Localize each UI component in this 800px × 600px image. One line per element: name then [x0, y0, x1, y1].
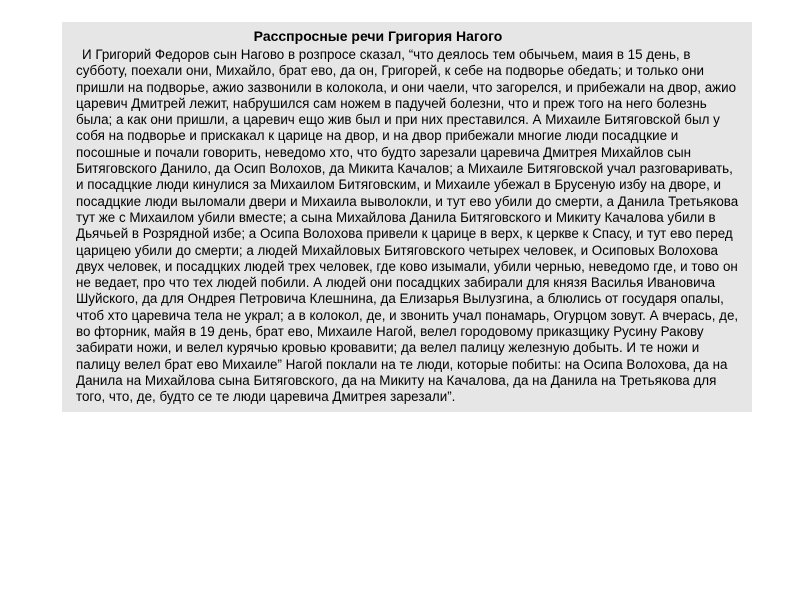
document-body: И Григорий Федоров сын Нагово в розпросе сказал, “что деялось тем обычьем, маия в 15 день, в субботу, поехали они, Михайло, брат ево, да он, Григорей, к себе на подворье обедать; и только они пришли на подворье, ажио зазвонили в колокола, и они чаели, что загорелся, и прибежали на двор, ажио царевич Дмитрей лежит, набрушился сам ножем в падучей болезни, что и преж того на него болезнь была; а как они пришли, а царевич ещо жив был и при них преставился. А Михаиле Битяговской был у собя на подворье и прискакал к царице на двор, и на двор прибежали многие люди посадцкие и посошные и почали говорить, неведомо хто, что будто зарезали царевича Дмитрея Михайлов сын Битяговского Данило, да Осип Волохов, да Микита Качалов; а Михаиле Битяговской учал разговаривать, и посадцкие люди кинулися за Михаилом Битяговским, и Михаиле убежал в Брусеную избу на дворе, и посадцкие люди выломали двери и Михаила выволокли, и тут ево убили до смерти, а Данила Третьякова тут же с Михаилом убили вместе; а сына Михайлова Данила Битяговского и Микиту Качалова убили в Дьячьей в Розрядной избе; а Осипа Волохова привели к царице в верх, к церкве к Спасу, и тут ево перед царицею убили до смерти; а людей Михайловых Битяговского четырех человек, и Осиповых Волохова двух человек, и посадцких людей трех человек, где ково изымали, убили чернью, неведомо где, и тово он не ведает, про что тех людей побили. А людей они посадцких забирали для князя Василья Ивановича Шуйского, да для Ондрея Петровича Клешнина, да Елизарья Вылузгина, а блюлись от государя опалы, чтоб хто царевича тела не украл; а в колокол, де, и звонить учал понамарь, Огурцом зовут. А вчерась, де, во фторник, майя в 19 день, брат ево, Михаиле Нагой, велел городовому приказщику Русину Ракову забирати ножи, и велел курячью кровью кровавити; да велел палицу железную добыть. И те ножи и палицу велел брат ево Михаиле” Нагой поклали на те люди, которые побиты: на Осипа Волохова, да на Данила на Михайлова сына Битяговского, да на Микиту на Качалова, да на Данила на Третьякова для того, что, де, будто се те люди царевича Дмитрея зарезали”. [76, 47, 739, 405]
document-title: Расспросные речи Григория Нагого [253, 28, 503, 44]
text-box [62, 22, 752, 412]
